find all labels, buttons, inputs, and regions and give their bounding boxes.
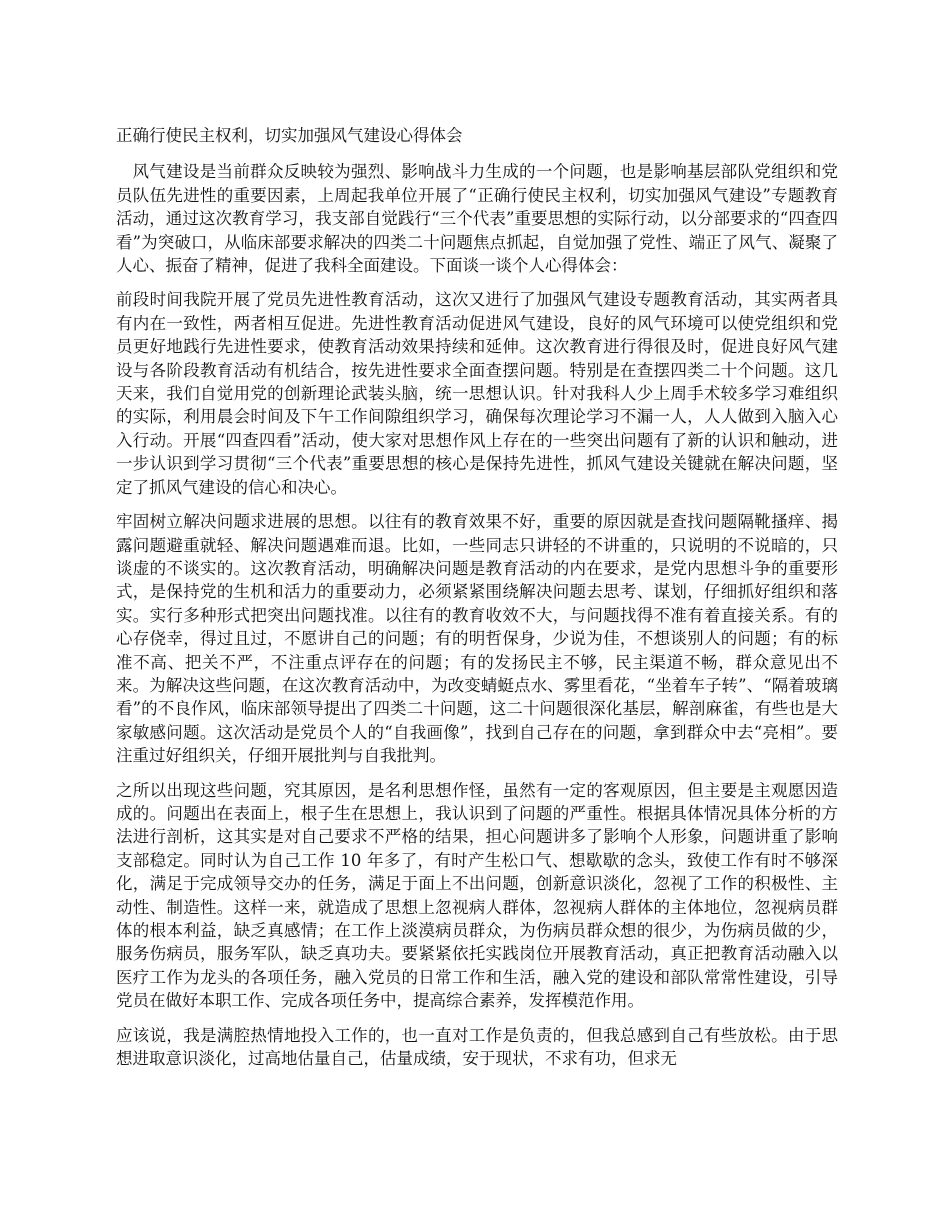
paragraph-2: 前段时间我院开展了党员先进性教育活动，这次又进行了加强风气建设专题教育活动，其实两者具有内在一致性，两者相互促进。先进性教育活动促进风气建设，良好的风气环境可以使党组织和党员更好地践行先进性要求，使教育活动效果持续和延伸。这次教育进行得很及时，促进良好风气建设与各阶段教育活动有机结合，按先进性要求全面查摆问题。特别是在查摆四类二十个问题。这几天来，我们自觉用党的创新理论武装头脑，统一思想认识。针对我科人少上周手术较多学习难组织的实际，利用晨会时间及下午工作间隙组织学习，确保每次理论学习不漏一人，人人做到入脑入心入行动。开展“四查四看”活动，使大家对思想作风上存在的一些突出问题有了新的认识和触动，进一步认识到学习贯彻“三个代表”重要思想的核心是保持先进性，抓风气建设关键就在解决问题，坚定了抓风气建设的信心和决心。: [116, 290, 838, 497]
document-title: 正确行使民主权利，切实加强风气建设心得体会: [116, 126, 463, 145]
paragraph-3: 牢固树立解决问题求进展的思想。以往有的教育效果不好，重要的原因就是查找问题隔靴搔痒、揭露问题避重就轻、解决问题遇难而退。比如，一些同志只讲轻的不讲重的，只说明的不说暗的，只谈虚的不谈实的。这次教育活动，明确解决问题是教育活动的内在要求，是党内思想斗争的重要形式，是保持党的生机和活力的重要动力，必须紧紧围绕解决问题去思考、谋划，仔细抓好组织和落实。实行多种形式把突出问题找准。以往有的教育收效不大，与问题找得不准有着直接关系。有的心存侥幸，得过且过，不愿讲自己的问题；有的明哲保身，少说为佳，不想谈别人的问题；有的标准不高、把关不严，不注重点评存在的问题；有的发扬民主不够，民主渠道不畅，群众意见出不来。为解决这些问题，在这次教育活动中，为改变蜻蜓点水、雾里看花，“坐着车子转”、“隔着玻璃看”的不良作风，临床部领导提出了四类二十问题，这二十问题很深化基层，解剖麻雀，有些也是大家敏感问题。这次活动是党员个人的“自我画像”，找到自己存在的问题，拿到群众中去“亮相”。要注重过好组织关，仔细开展批判与自我批判。: [116, 512, 838, 766]
document-page: [116, 124, 838, 1081]
paragraph-5: 应该说，我是满腔热情地投入工作的，也一直对工作是负责的，但我总感到自己有些放松。由于思想进取意识淡化，过高地估量自己，估量成绩，安于现状，不求有功，但求无: [116, 1025, 838, 1069]
paragraph-4: 之所以出现这些问题，究其原因，是名利思想作怪，虽然有一定的客观原因，但主要是主观愿因造成的。问题出在表面上，根子生在思想上，我认识到了问题的严重性。根据具体情况具体分析的方法进行剖析，这其实是对自己要求不严格的结果，担心问题讲多了影响个人形象，问题讲重了影响支部稳定。同时认为自己工作 10 年多了，有时产生松口气、想歇歇的念头，致使工作有时不够深化，满足于完成领导交办的任务，满足于面上不出问题，创新意识淡化，忽视了工作的积极性、主动性、制造性。这样一来，就造成了思想上忽视病人群体，忽视病人群体的主体地位，忽视病员群体的根本利益，缺乏真感情；在工作上淡漠病员群众，为伤病员群众想的很少，为伤病员做的少，服务伤病员，服务军队，缺乏真功夫。要紧紧依托实践岗位开展教育活动，真正把教育活动融入以医疗工作为龙头的各项任务，融入党员的日常工作和生活，融入党的建设和部队常常性建设，引导党员在做好本职工作、完成各项任务中，提高综合素养，发挥模范作用。: [116, 780, 838, 1011]
paragraph-intro: 风气建设是当前群众反映较为强烈、影响战斗力生成的一个问题，也是影响基层部队党组织和党员队伍先进性的重要因素，上周起我单位开展了“正确行使民主权利，切实加强风气建设”专题教育活动，通过这次教育学习，我支部自觉践行“三个代表”重要思想的实际行动，以分部要求的“四查四看”为突破口，从临床部要求解决的四类二十问题焦点抓起，自觉加强了党性、端正了风气、凝聚了人心、振奋了精神，促进了我科全面建设。下面谈一谈个人心得体会：: [116, 162, 838, 276]
